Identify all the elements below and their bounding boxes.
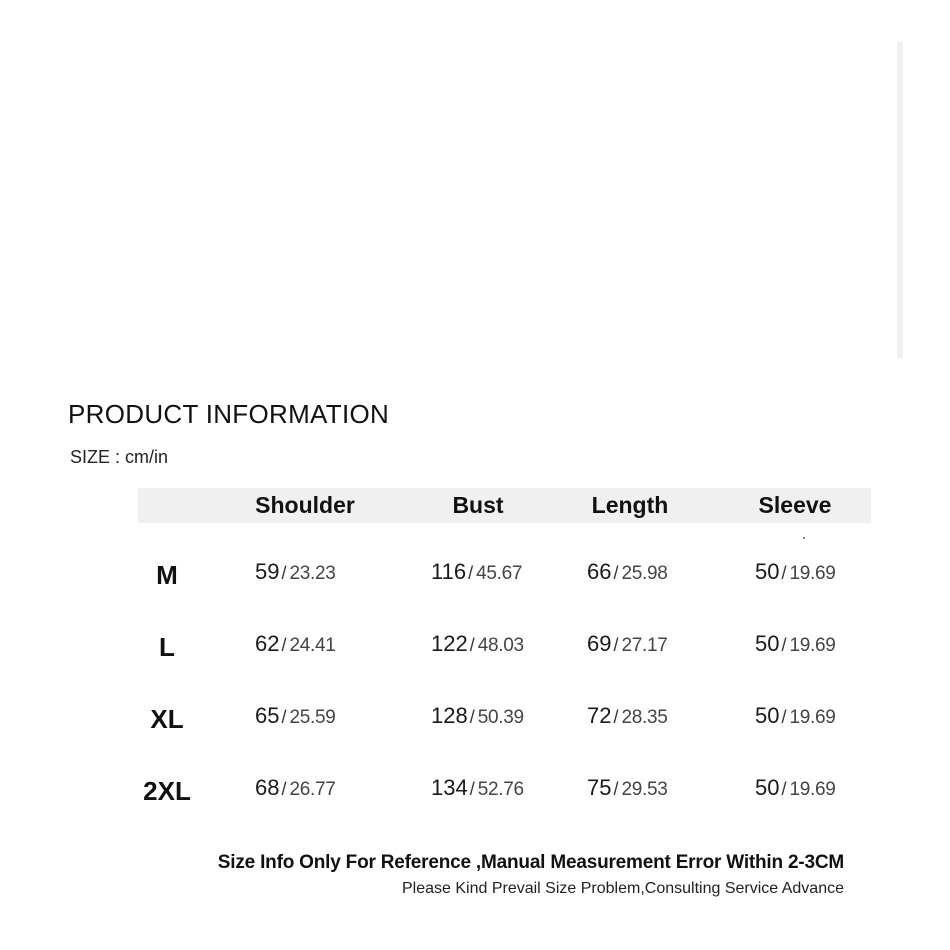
inch-value: 29.53	[621, 779, 668, 800]
unit-separator: /	[281, 707, 287, 727]
inch-value: 19.69	[789, 779, 836, 800]
cm-value: 65	[255, 703, 280, 728]
service-note: Please Kind Prevail Size Problem,Consulting Service Advance	[401, 880, 844, 897]
inch-value: 19.69	[789, 563, 836, 584]
cm-value: 50	[755, 775, 780, 800]
size-unit-label: SIZE : cm/in	[70, 447, 169, 467]
inch-value: 19.69	[789, 635, 836, 656]
measurement-cell	[587, 631, 668, 657]
inch-value: 48.03	[477, 635, 524, 656]
unit-separator: /	[781, 779, 787, 799]
cm-value: 59	[255, 559, 280, 584]
cm-value: 50	[755, 703, 780, 728]
inch-value: 25.59	[289, 707, 336, 728]
cm-value: 116	[431, 559, 467, 584]
unit-separator: /	[281, 779, 287, 799]
column-header-shoulder: Shoulder	[255, 492, 355, 518]
size-label-l: L	[159, 632, 175, 662]
reference-note: Size Info Only For Reference ,Manual Measurement Error Within 2-3CM	[217, 852, 844, 873]
size-label-xl: XL	[150, 704, 184, 734]
measurement-cell	[431, 703, 524, 729]
unit-separator: /	[281, 563, 287, 583]
column-header-bust: Bust	[452, 492, 504, 518]
size-label-m: M	[156, 560, 178, 590]
inch-value: 26.77	[289, 779, 336, 800]
cm-value: 68	[255, 775, 280, 800]
cm-value: 62	[255, 631, 280, 656]
inch-value: 45.67	[476, 563, 523, 584]
cm-value: 50	[755, 631, 780, 656]
unit-separator: /	[468, 563, 474, 583]
measurement-cell	[755, 631, 836, 657]
unit-separator: /	[469, 707, 475, 727]
cm-value: 66	[587, 559, 612, 584]
measurement-cell	[431, 631, 524, 657]
unit-separator: /	[613, 563, 619, 583]
right-edge-line	[897, 42, 903, 358]
inch-value: 19.69	[789, 707, 836, 728]
cm-value: 69	[587, 631, 612, 656]
inch-value: 52.76	[477, 779, 524, 800]
measurement-cell	[755, 775, 836, 801]
unit-separator: /	[613, 779, 619, 799]
cm-value: 128	[431, 703, 468, 728]
cm-value: 72	[587, 703, 612, 728]
unit-separator: /	[469, 779, 475, 799]
cm-value: 50	[755, 559, 780, 584]
unit-separator: /	[781, 563, 787, 583]
measurement-cell	[587, 775, 668, 801]
measurement-cell	[755, 559, 836, 585]
stray-dot	[803, 537, 805, 539]
measurement-cell	[255, 775, 336, 801]
unit-separator: /	[469, 635, 475, 655]
measurement-cell	[255, 703, 336, 729]
unit-separator: /	[613, 635, 619, 655]
inch-value: 28.35	[621, 707, 668, 728]
unit-separator: /	[781, 707, 787, 727]
unit-separator: /	[781, 635, 787, 655]
column-header-sleeve: Sleeve	[758, 492, 832, 518]
cm-value: 75	[587, 775, 612, 800]
measurement-cell	[587, 559, 668, 585]
column-header-length: Length	[591, 492, 669, 518]
measurement-cell	[431, 559, 522, 585]
cm-value: 134	[431, 775, 468, 800]
measurement-cell	[755, 703, 836, 729]
measurement-cell	[255, 631, 336, 657]
measurement-cell	[587, 703, 668, 729]
size-label-2xl: 2XL	[143, 776, 191, 806]
measurement-cell	[255, 559, 336, 585]
inch-value: 25.98	[621, 563, 668, 584]
cm-value: 122	[431, 631, 468, 656]
inch-value: 24.41	[289, 635, 336, 656]
inch-value: 27.17	[621, 635, 668, 656]
inch-value: 50.39	[477, 707, 524, 728]
inch-value: 23.23	[289, 563, 336, 584]
measurement-cell	[431, 775, 524, 801]
unit-separator: /	[613, 707, 619, 727]
unit-separator: /	[281, 635, 287, 655]
page-title: PRODUCT INFORMATION	[68, 399, 390, 429]
